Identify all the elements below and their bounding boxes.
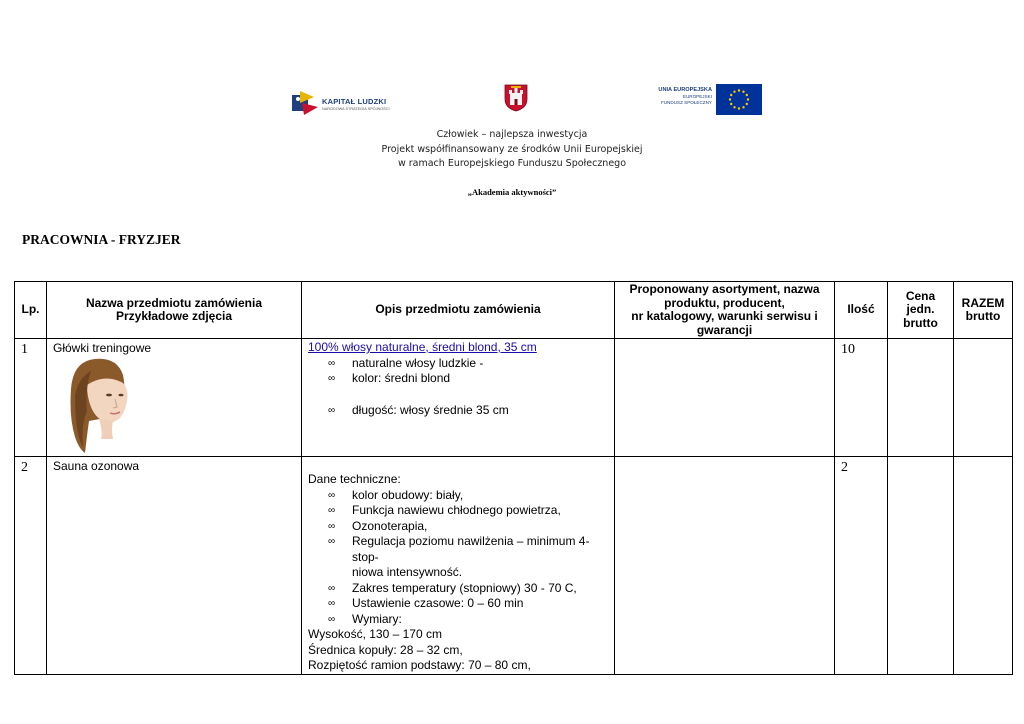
row-1-proposed	[615, 339, 835, 457]
list-item: ∞ kolor obudowy: biały,	[328, 488, 614, 504]
header-description: Opis przedmiotu zamówienia	[302, 282, 615, 339]
row-2-total	[954, 457, 1013, 675]
eu-logo-line2: EUROPEJSKI	[682, 94, 712, 99]
header-unit-price: Cena jedn. brutto	[888, 282, 954, 339]
project-name: „Akademia aktywności”	[467, 187, 557, 197]
row-2-name: Sauna ozonowa	[47, 457, 302, 675]
kapital-ludzki-subtitle: NARODOWA STRATEGIA SPÓJNOŚCI	[322, 107, 390, 111]
header-line-3: w ramach Europejskiego Funduszu Społecznego	[397, 158, 627, 169]
kapital-ludzki-logo	[288, 84, 410, 122]
list-item: ∞ Ustawienie czasowe: 0 – 60 min	[328, 596, 614, 612]
row-1-bullets-b	[308, 403, 614, 419]
table-row	[15, 339, 1013, 457]
city-crest-icon	[504, 84, 528, 112]
bullet-continuation: niowa intensywność.	[352, 565, 463, 579]
row-1-bullets-a	[308, 356, 614, 387]
row-1-unit-price	[888, 339, 954, 457]
list-item: ∞ Funkcja nawiewu chłodnego powietrza,	[328, 503, 614, 519]
list-item: ∞ Ozonoterapia,	[328, 519, 614, 535]
row-2-lp: 2	[15, 457, 47, 675]
table-row	[15, 457, 1013, 675]
list-item: ∞ Regulacja poziomu nawilżenia – minimum 4- stop- niowa intensywność.	[328, 534, 614, 581]
list-item: ∞ kolor: średni blond	[328, 371, 614, 387]
header-lp: Lp.	[15, 282, 47, 339]
eu-logo-line3: FUNDUSZ SPOŁECZNY	[660, 100, 712, 105]
header-proposed: Proponowany asortyment, nazwa produktu, producent, nr katalogowy, warunki serwisu i gwarancji	[615, 282, 835, 339]
eu-logo-line1: UNIA EUROPEJSKA	[658, 87, 712, 93]
list-item: ∞ Zakres temperatury (stopniowy) 30 - 70 C,	[328, 581, 614, 597]
eu-flag-icon	[716, 84, 762, 115]
row-2-proposed	[615, 457, 835, 675]
row-2-intro: Dane techniczne:	[308, 472, 401, 486]
row-1-name	[47, 339, 302, 457]
dimension-line: Średnica kopuły: 28 – 32 cm,	[308, 642, 463, 657]
dimension-line: Rozpiętość ramion podstawy: 70 – 80 cm,	[308, 658, 531, 672]
specification-table	[14, 281, 1013, 675]
header-quantity: Ilość	[835, 282, 888, 339]
header-total: RAZEM brutto	[954, 282, 1013, 339]
mannequin-head-icon	[65, 355, 139, 455]
section-title: PRACOWNIA - FRYZJER	[22, 232, 181, 247]
kapital-ludzki-mark-icon	[292, 89, 320, 117]
header-line-2: Projekt współfinansowany ze środków Unii Europejskiej	[381, 143, 643, 155]
dimension-line: Wysokość, 130 – 170 cm	[308, 627, 442, 641]
funding-statement	[0, 128, 1024, 172]
row-2-quantity: 2	[835, 457, 888, 675]
header-line-1: Człowiek – najlepsza inwestycja	[436, 129, 588, 140]
product-link[interactable]: 100% włosy naturalne, średni blond, 35 cm	[308, 340, 537, 354]
row-1-quantity: 10	[835, 339, 888, 457]
row-2-description	[302, 457, 615, 675]
row-1-description	[302, 339, 615, 457]
row-1-lp: 1	[15, 339, 47, 457]
eu-logo	[640, 84, 764, 116]
list-item: ∞ długość: włosy średnie 35 cm	[328, 403, 614, 419]
row-2-unit-price	[888, 457, 954, 675]
row-2-bullets	[308, 488, 614, 628]
list-item: ∞ naturalne włosy ludzkie -	[328, 356, 614, 372]
row-1-name-text: Główki treningowe	[53, 341, 152, 355]
kapital-ludzki-title: KAPITAŁ LUDZKI	[322, 97, 387, 106]
header-item-name: Nazwa przedmiotu zamówienia Przykładowe zdjęcia	[47, 282, 302, 339]
table-header-row	[15, 282, 1013, 339]
list-item: ∞ Wymiary:	[328, 612, 614, 628]
row-1-total	[954, 339, 1013, 457]
